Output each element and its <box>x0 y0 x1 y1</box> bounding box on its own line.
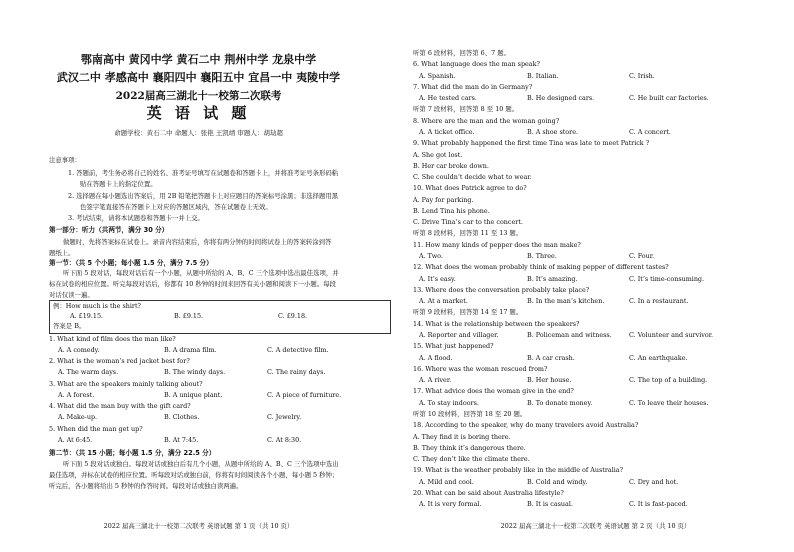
example-question: 例：How much is the shirt? <box>53 302 141 310</box>
option-a: A. Make-up. <box>58 413 98 422</box>
example-box <box>49 300 391 334</box>
question-line: 16. Where was the woman rescued from? <box>413 364 548 373</box>
question-text: 1. What kind of film does the man like? <box>49 335 176 343</box>
option-b: B. A drama film. <box>164 346 217 354</box>
question-line: C. They don’t like the climate there. <box>413 455 530 464</box>
option-c: C. Volunteer and survivor. <box>629 331 714 339</box>
option-b: B. Clothes. <box>164 413 200 422</box>
section2-instructions: 听完后，各小题将给出 5 秒钟的作答时间。每段对话或独白读两遍。 <box>49 482 243 490</box>
option-c: C. Irish. <box>629 71 655 80</box>
option-b: B. Italian. <box>527 71 559 80</box>
part1-intro: 做题时，先将答案标在试卷上。录音内容结束后，你将有两分钟的时间将试卷上的答案转涂到答 <box>63 238 332 246</box>
option-a: A. A flood. <box>419 353 453 362</box>
section2-title: 第二节：（共 15 小题；每小题 1.5 分，满分 22.5 分） <box>49 449 216 457</box>
note-line: 2. 选择题在每小题选出答案后，用 2B 铅笔把答题卡上对应题目的答案标号涂黑；非选择题用黑 <box>68 192 339 200</box>
question-text: 2. What is the woman’s red jacket best for? <box>49 357 190 366</box>
question-line: 6. What language does the man speak? <box>413 60 540 69</box>
question-line: B. Her car broke down. <box>413 161 489 170</box>
option-c: C. He built car factories. <box>629 94 709 103</box>
section1-instructions: 标在试卷的相应位置。听完每段对话后，你都有 10 秒钟的时间来回答有关小题和阅读下一小题。每段 <box>49 280 336 288</box>
option-a: A. Mild and cool. <box>419 477 474 486</box>
listening-instruction: 听第 7 段材料，回答第 8 至 10 题。 <box>413 105 519 114</box>
section2-instructions: 最佳选项，并标在试卷的相应位置。听每段对话或独白前，你将有时间阅读各个小题，每小题 5 秒钟； <box>49 471 339 479</box>
note-line: 3. 考试结束，请将本试题卷和答题卡一并上交。 <box>68 214 204 222</box>
question-line: 20. What can be said about Australia lifestyle? <box>413 488 564 497</box>
question-line: B. They think it’s dangerous there. <box>413 443 526 452</box>
option-b: B. Policeman and witness. <box>527 331 612 339</box>
section1-instructions: 对话仅读一遍。 <box>49 291 94 299</box>
section1-instructions: 听下面 5 段对话，每段对话后有一个小题，从题中所给的 A、B、C 三个选项中选出最佳选项，并 <box>63 269 339 277</box>
option-c: C. Jewelry. <box>267 413 302 422</box>
option-a: A. Reporter and villager. <box>419 331 499 339</box>
example-option-b: B. £9.15. <box>174 312 204 320</box>
option-b: B. To donate money. <box>527 398 593 407</box>
page-footer-right: 2022 届高三湖北十一校第二次联考 英语试题 第 2 页（共 10 页） <box>500 522 691 530</box>
exam-name: 2022届高三湖北十一校第二次联考 <box>115 90 282 102</box>
option-b: B. The windy days. <box>164 368 226 377</box>
option-c: C. Dry and hot. <box>629 477 679 486</box>
option-c: C. To leave their houses. <box>629 398 709 407</box>
option-c: C. The rainy days. <box>267 368 326 377</box>
question-line: 11. How many kinds of pepper does the man make? <box>413 240 581 249</box>
school-list-line2: 武汉二中 孝感高中 襄阳四中 襄阳五中 宜昌一中 夷陵中学 <box>56 71 341 84</box>
option-b: B. A unique plant. <box>164 390 223 399</box>
notes-title: 注意事项： <box>49 156 81 164</box>
option-a: A. Spanish. <box>419 71 456 80</box>
option-a: A. At a market. <box>419 297 468 306</box>
option-b: B. Her house. <box>527 376 572 385</box>
question-line: 14. What is the relationship between the speakers? <box>413 319 580 328</box>
question-line: B. Lend Tina his phone. <box>413 206 490 215</box>
page-title: 英 语 试 题 <box>146 104 251 122</box>
option-b: B. In the man’s kitchen. <box>527 297 605 306</box>
page-right <box>397 0 794 552</box>
option-a: A. A comedy. <box>58 346 100 354</box>
option-c: C. An earthquake. <box>629 353 688 362</box>
page-footer-left: 2022 届高三湖北十一校第二次联考 英语试题 第 1 页（共 10 页） <box>103 522 294 530</box>
question-line: 19. What is the weather probably like in the middle of Australia? <box>413 466 624 475</box>
option-b: B. A shoe store. <box>527 127 579 136</box>
example-option-a: A. £19.15. <box>70 312 104 320</box>
example-answer: 答案是 B。 <box>53 322 86 330</box>
option-c: C. It is fast-paced. <box>629 500 688 509</box>
option-b: B. It is casual. <box>527 500 573 509</box>
question-line: A. They find it is boring there. <box>413 432 511 441</box>
option-a: A. To stay indoors. <box>419 398 479 407</box>
option-a: A. The warm days. <box>58 368 119 377</box>
option-c: C. The top of a building. <box>629 376 708 385</box>
question-line: C. Drive Tina’s car to the concert. <box>413 218 523 227</box>
note-line: 色签字笔直接答在答题卡上对应的答题区域内，答在试题卷上无效。 <box>80 203 272 211</box>
option-c: C. At 8:30. <box>267 435 302 444</box>
option-c: C. A detective film. <box>267 346 329 354</box>
question-line: 15. What just happened? <box>413 342 494 351</box>
note-line: 贴在答题卡上的指定位置。 <box>80 180 157 188</box>
option-c: C. Four. <box>629 252 655 261</box>
question-text: 3. What are the speakers mainly talking about? <box>49 379 203 388</box>
option-a: A. At 6:45. <box>58 435 93 444</box>
question-line: 17. What advice does the woman give in the end? <box>413 387 574 396</box>
example-option-c: C. £9.18. <box>278 312 308 320</box>
listening-instruction: 听第 6 段材料，回答第 6、7 题。 <box>413 49 511 57</box>
option-a: A. It’s easy. <box>419 274 456 283</box>
question-line: C. She couldn’t decide what to wear. <box>413 173 532 182</box>
question-line: A. She got lost. <box>413 150 463 159</box>
question-line: 8. Where are the man and the woman going? <box>413 116 560 125</box>
option-a: A. It is very formal. <box>419 500 482 509</box>
option-b: B. It’s amazing. <box>527 274 578 283</box>
option-a: A. He tested cars. <box>419 94 477 103</box>
authors-line: 命题学校：黄石二中 命题人：张艳 王凯靖 审题人：胡劫超 <box>114 129 283 137</box>
option-a: A. A ticket office. <box>419 127 475 136</box>
option-b: B. Cold and windy. <box>527 477 588 486</box>
option-a: A. Two. <box>419 252 443 261</box>
option-b: B. A car crash. <box>527 353 575 362</box>
listening-instruction: 听第 8 段材料，回答第 11 至 13 题。 <box>413 229 523 238</box>
listening-instruction: 听第 9 段材料，回答第 14 至 17 题。 <box>413 308 523 317</box>
option-a: A. A river. <box>419 376 452 385</box>
question-line: 12. What does the woman probably think of making pepper of different tastes? <box>413 263 669 272</box>
section2-instructions: 听下面 5 段对话或独白。每段对话或独白后有几个小题，从题中所给的 A、B、C 三个选项中选出 <box>63 460 339 468</box>
question-line: 10. What does Patrick agree to do? <box>413 184 527 193</box>
option-c: C. It’s time-consuming. <box>629 274 705 283</box>
option-b: B. He designed cars. <box>527 94 595 103</box>
part1-title: 第一部分：听力（共两节，满分 30 分） <box>49 226 169 234</box>
school-list-line1: 鄂南高中 黄冈中学 黄石二中 荆州中学 龙泉中学 <box>80 53 317 66</box>
question-line: 9. What probably happened the first time Tina was late to meet Patrick ? <box>413 139 650 148</box>
option-b: B. Three. <box>527 252 557 261</box>
question-text: 4. What did the man buy with the gift card? <box>49 402 191 411</box>
option-c: C. A piece of furniture. <box>267 390 342 399</box>
question-line: 7. What did the man do in Germany? <box>413 82 533 91</box>
option-c: C. A concert. <box>629 127 671 136</box>
option-a: A. A forest. <box>58 390 95 399</box>
question-line: A. Pay for parking. <box>413 195 474 204</box>
listening-instruction: 听第 10 段材料，回答第 18 至 20 题。 <box>413 409 527 418</box>
question-line: 18. According to the speaker, why do many travelers avoid Australia? <box>413 421 639 430</box>
note-line: 1. 答题前，考生务必将自己的姓名、准考证号填写在试题卷和答题卡上，并将准考证号条形码粘 <box>68 169 339 177</box>
section1-title: 第一节：（共 5 个小题；每小题 1.5 分，满分 7.5 分） <box>49 259 213 267</box>
question-line: 13. Where does the conversation probably take place? <box>413 285 590 294</box>
option-b: B. At 7:45. <box>164 435 199 444</box>
question-text: 5. When did the man get up? <box>49 424 143 433</box>
option-c: C. In a restaurant. <box>629 297 689 306</box>
part1-intro: 题纸上。 <box>49 249 75 257</box>
